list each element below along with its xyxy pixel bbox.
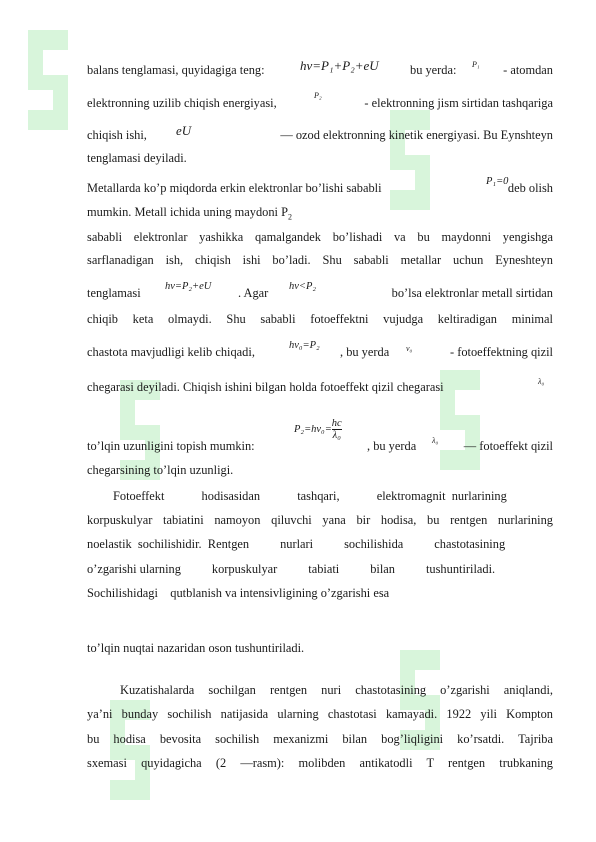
text-line: , bu yerda	[367, 439, 417, 453]
formula-red-limit	[294, 418, 342, 441]
formula-einstein: hν=P₁+P₂+eU	[300, 58, 379, 73]
text-line: to’lqin uzunligini topish mumkin:	[87, 439, 255, 453]
text-line: - elektronning jism sirtidan tashqariga	[364, 96, 553, 110]
watermark-logo	[8, 20, 108, 140]
fraction-denominator: λ₀	[332, 430, 341, 441]
text-line: chegarsining to’lqin uzunligi.	[87, 463, 234, 477]
formula-lhs: P₂=hν₀=	[294, 423, 332, 435]
text-line: deb olish	[507, 181, 553, 195]
text-line: chegarasi deyiladi. Chiqish ishini bilgan holda fotoeffekt qizil chegarasi	[87, 380, 444, 394]
text-line: . Agar	[238, 286, 269, 300]
text-line: chiqib keta olmaydi. Shu sababli fotoeffektni vujudga keltiradigan minimal	[87, 312, 553, 326]
text-line: bu yerda:	[410, 63, 457, 77]
text-line: Sochilishidagi qutblanish va intensivligining o’zgarishi esa	[87, 586, 390, 600]
text-line	[87, 204, 553, 225]
text-line: tenglamasi	[87, 286, 141, 300]
formula-p2: P₂	[314, 91, 322, 100]
text-line: to’lqin nuqtai nazaridan oson tushuntiriladi.	[87, 641, 305, 655]
p2-subscript: 2	[288, 212, 292, 222]
text-line: ya’ni bunday sochilish natijasida ularning chastotasi kamayadi. 1922 yili Kompton	[87, 707, 553, 721]
formula-p1: P₁	[472, 60, 480, 69]
formula-lambda0: λ₀	[538, 377, 545, 386]
text-line: bo’lsa elektronlar metall sirtidan	[391, 286, 553, 300]
fraction-numerator: hc	[331, 418, 342, 429]
text-line: noelastik sochilishidir. Rentgen nurlari sochilishida chastotasining	[87, 537, 506, 551]
text-line: - atomdan	[503, 63, 553, 77]
text-line: chiqish ishi,	[87, 128, 147, 142]
text-line: — ozod elektronning kinetik energiyasi. Bu Eynshteyn	[280, 128, 553, 142]
formula-lambda0-b: λ₀	[432, 436, 439, 445]
text-line: sarflanadigan ish, chiqish ishi bo’ladi. Shu sababli metallar uchun Eyneshteyn	[87, 253, 553, 267]
text-segment: mumkin. Metall ichida uning maydoni P	[87, 205, 288, 219]
text-line: , bu yerda	[340, 345, 390, 359]
text-line: korpuskulyar tabiatini namoyon qiluvchi yana bir hodisa, bu rentgen nurlarining	[87, 513, 553, 527]
text-line: chastota mavjudligi kelib chiqadi,	[87, 345, 255, 359]
text-line: — fotoeffekt qizil	[463, 439, 553, 453]
formula-condition: hν<P₂	[289, 281, 317, 292]
text-line: sxemasi quyidagicha (2 —rasm): molibden antikatodli T rentgen trubkaning	[87, 756, 553, 770]
formula-threshold: hν₀=P₂	[289, 340, 320, 351]
formula-fraction	[332, 418, 342, 441]
formula-nu0: ν₀	[406, 344, 413, 353]
text-line: elektronning uzilib chiqish energiyasi,	[87, 96, 277, 110]
text-line: o’zgarishi ularning korpuskulyar tabiati bilan tushuntiriladi.	[87, 562, 496, 576]
text-line: balans tenglamasi, quyidagiga teng:	[87, 63, 265, 77]
text-line: tenglamasi deyiladi.	[87, 151, 187, 165]
text-line: - fotoeffektning qizil	[450, 345, 553, 359]
text-line: sababli elektronlar yashikka qamalgandek bo’lishadi va bu maydonni yengishga	[87, 230, 553, 244]
text-line: Fotoeffekt hodisasidan tashqari, elektromagnit nurlarining	[113, 489, 507, 503]
formula-eU: eU	[176, 123, 192, 138]
formula-p1-zero: P₁=0	[486, 176, 509, 187]
formula-einstein-metal: hν=P₂+eU	[165, 281, 212, 292]
text-line: Kuzatishalarda sochilgan rentgen nuri chastotasining o’zgarishi aniqlandi,	[120, 683, 553, 697]
text-line: Metallarda ko’p miqdorda erkin elektronlar bo’lishi sababli	[87, 181, 382, 195]
text-line: bu hodisa bevosita sochilish mexanizmi bilan bog’liqligini ko’rsatdi. Tajriba	[87, 732, 553, 746]
